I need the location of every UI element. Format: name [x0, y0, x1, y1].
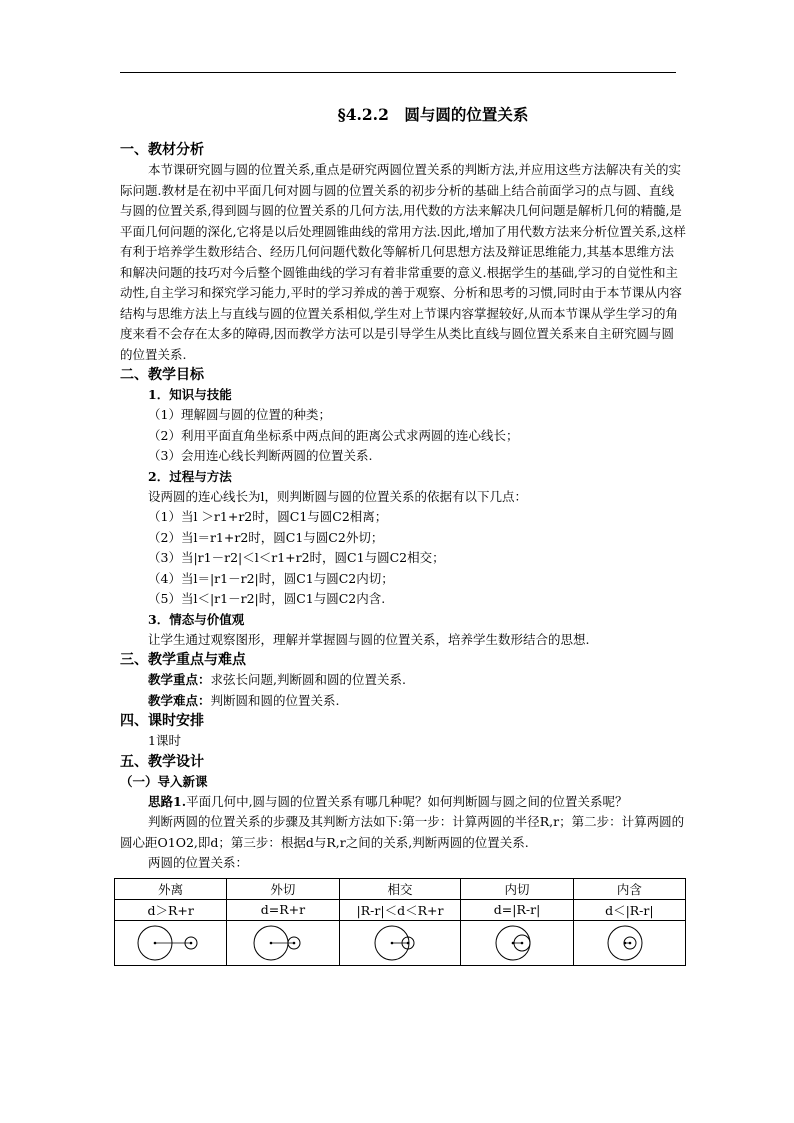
- steps-paragraph: 判断两圆的位置关系的步骤及其判断方法如下:第一步：计算两圆的半径R,r；第二步：计算两圆的圆心距O1O2,即d；第三步：根据d与R,r之间的关系,判断两圆的位置关系.: [120, 814, 685, 850]
- condition-cell: |R-r|＜d＜R+r: [339, 899, 461, 920]
- contained-figure: [589, 923, 669, 963]
- figure-cell: [227, 920, 339, 965]
- section-heading-3: 三、教学重点与难点: [120, 652, 246, 668]
- subheading-values: 3．情态与价值观: [148, 611, 245, 627]
- figure-cell: [461, 920, 573, 965]
- key-point-label: 教学重点：: [148, 672, 211, 687]
- condition-cell: d=R+r: [227, 899, 339, 920]
- section-heading-4: 四、课时安排: [120, 713, 204, 729]
- idea-label: 思路1.: [148, 793, 187, 809]
- document-body: [120, 104, 686, 966]
- subheading-intro: （一）导入新课: [120, 773, 208, 789]
- process-item-1: （1）当l ＞r1+r2时，圆C1与圆C2相离；: [148, 509, 388, 524]
- condition-cell: d＜|R-r|: [573, 899, 685, 920]
- figure-cell: [115, 920, 227, 965]
- page-title: §4.2.2 圆与圆的位置关系: [337, 105, 529, 124]
- idea-text: 平面几何中,圆与圆的位置关系有哪几种呢？如何判断圆与圆之间的位置关系呢？: [186, 793, 628, 809]
- relation-table: [114, 878, 686, 966]
- intersecting-figure: [360, 923, 440, 963]
- header-cell: 内切: [461, 878, 573, 899]
- subheading-process: 2．过程与方法: [148, 468, 232, 484]
- header-cell: 外切: [227, 878, 339, 899]
- figure-cell: [573, 920, 685, 965]
- process-item-4: （4）当l＝|r1－r2|时，圆C1与圆C2内切；: [148, 570, 394, 586]
- header-cell: 相交: [339, 878, 461, 899]
- table-header-row: [115, 878, 686, 899]
- header-rule: [120, 72, 676, 73]
- knowledge-item-3: （3）会用连心线长判断两圆的位置关系.: [148, 448, 373, 463]
- condition-cell: d=|R-r|: [461, 899, 573, 920]
- knowledge-item-1: （1）理解圆与圆的位置的种类；: [148, 407, 331, 422]
- difficulty-text: 判断圆和圆的位置关系.: [210, 692, 340, 708]
- header-cell: 外离: [115, 878, 227, 899]
- external-tangent-figure: [243, 923, 323, 963]
- section-heading-1: 一、教材分析: [120, 142, 204, 158]
- header-cell: 内含: [573, 878, 685, 899]
- section-heading-5: 五、教学设计: [120, 753, 204, 770]
- table-intro: 两圆的位置关系：: [148, 855, 249, 870]
- knowledge-item-2: （2）利用平面直角坐标系中两点间的距离公式求两圆的连心线长；: [148, 427, 519, 443]
- table-figure-row: [115, 920, 686, 965]
- process-intro: 设两圆的连心线长为l，则判断圆与圆的位置关系的依据有以下几点：: [148, 488, 527, 504]
- table-condition-row: [115, 899, 686, 920]
- figure-cell: [339, 920, 461, 965]
- key-point-text: 求弦长问题,判断圆和圆的位置关系.: [210, 672, 406, 687]
- section-heading-2: 二、教学目标: [120, 367, 204, 383]
- process-item-2: （2）当l＝r1+r2时，圆C1与圆C2外切；: [148, 529, 384, 545]
- condition-cell: d＞R+r: [115, 899, 227, 920]
- internal-tangent-figure: [477, 923, 557, 963]
- process-item-3: （3）当|r1－r2|＜l＜r1+r2时，圆C1与圆C2相交；: [148, 550, 445, 565]
- subheading-knowledge: 1．知识与技能: [148, 387, 232, 402]
- separate-circles-figure: [131, 923, 211, 963]
- analysis-paragraph: 本节课研究圆与圆的位置关系,重点是研究两圆位置关系的判断方法,并应用这些方法解决有关的实际问题.教材是在初中平面几何对圆与圆的位置关系的初步分析的基础上结合前面学习的点与圆、直线与圆的位置关系,得到圆与圆的位置关系的几何方法,用代数的方法来解决几何问题是解析几何的精髓,是平面几何问题的深化,它将是以后处理圆锥曲线的常用方法.因此,增加了用代数方法来分析位置关系,这样有利于培养学生数形结合、经历几何问题代数化等解析几何思想方法及辩证思维能力,其基本思维方法和解决问题的技巧对今后整个圆锥曲线的学习有着非常重要的意义.根据学生的基础,学习的自觉性和主动性,自主学习和探究学习能力,平时的学习养成的善于观察、分析和思考的习惯,同时由于本节课从内容结构与思维方法上与直线与圆的位置关系相似,学生对上节课内容掌握较好,从而本节课从学生学习的角度来看不会存在太多的障碍,因而教学方法可以是引导学生从类比直线与圆位置关系来自主研究圆与圆的位置关系.: [120, 162, 686, 362]
- difficulty-label: 教学难点：: [148, 692, 211, 708]
- schedule-text: 1课时: [148, 733, 181, 748]
- process-item-5: （5）当l＜|r1－r2|时，圆C1与圆C2内含.: [148, 591, 386, 606]
- values-item: 让学生通过观察图形，理解并掌握圆与圆的位置关系，培养学生数形结合的思想.: [148, 631, 590, 647]
